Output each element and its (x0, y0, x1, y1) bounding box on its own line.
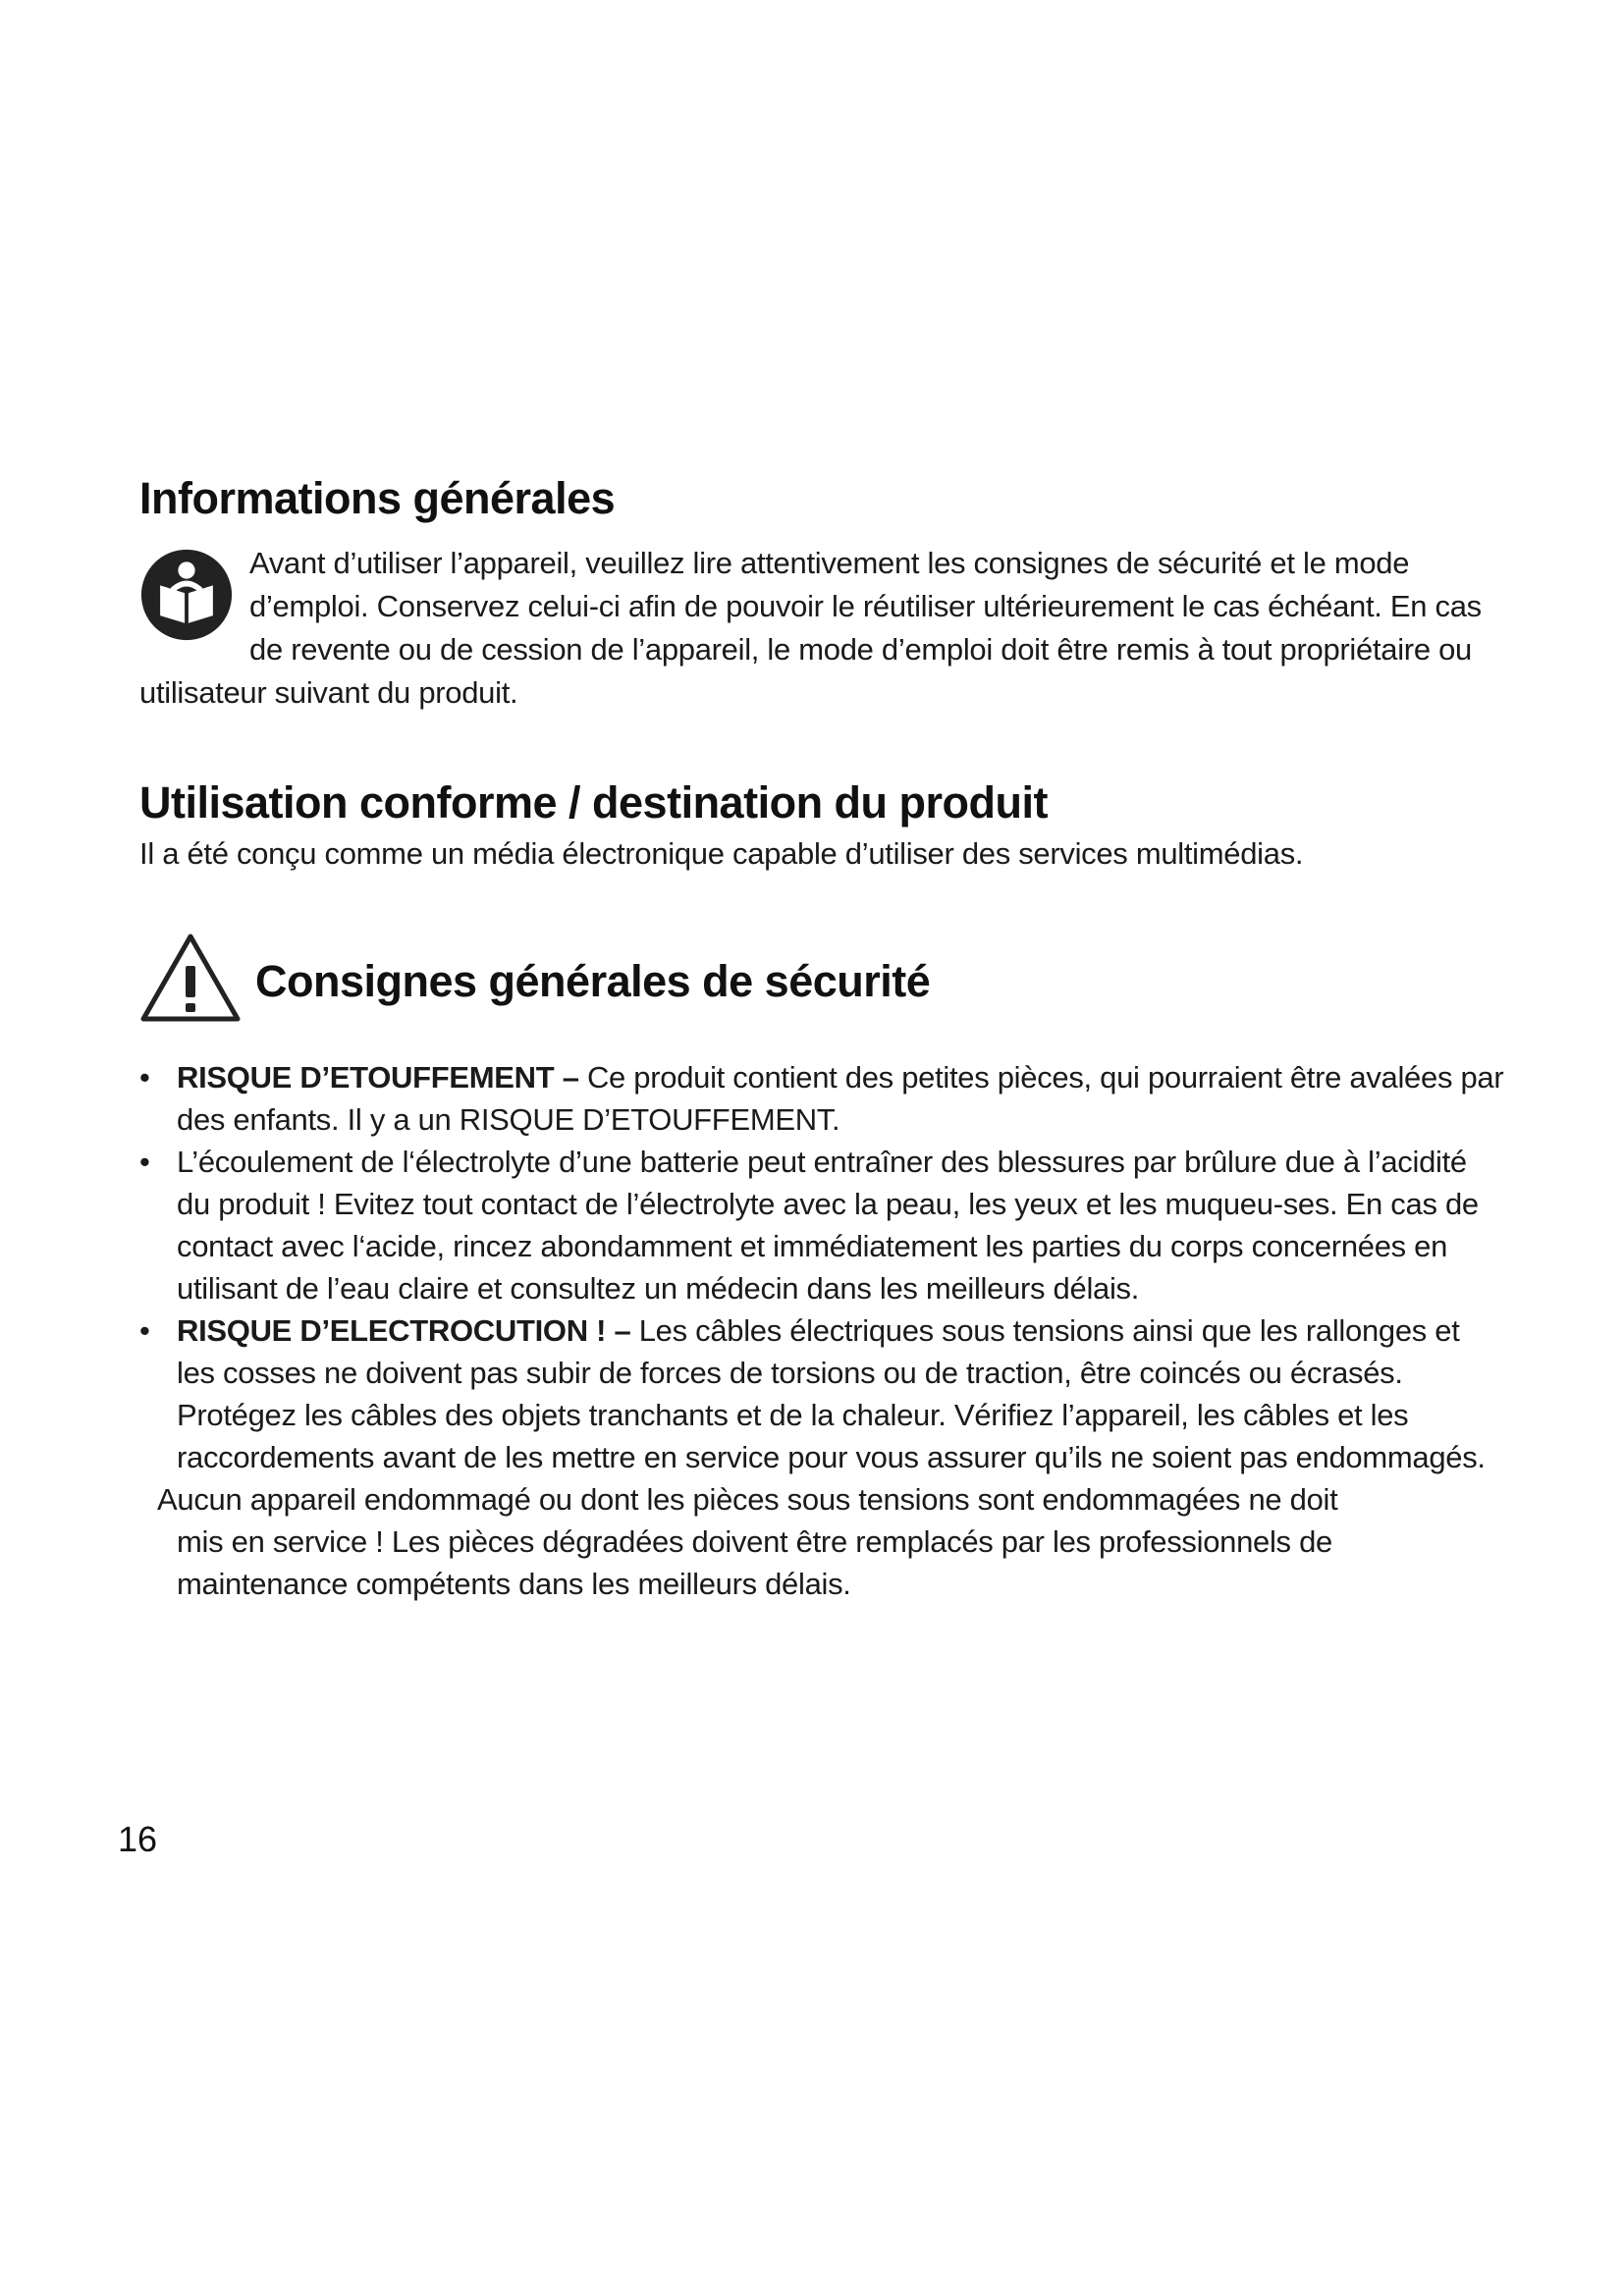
section-utilisation (139, 775, 1504, 876)
info-block (139, 542, 1504, 715)
warning-triangle-icon (139, 933, 242, 1023)
read-manual-icon (139, 548, 234, 642)
list-item (139, 1141, 1504, 1309)
heading-consignes-securite: Consignes générales de sécurité (255, 956, 931, 1006)
list-item (139, 1309, 1504, 1478)
heading-utilisation-conforme: Utilisation conforme / destination du produit (139, 777, 1048, 828)
bullet: • (139, 1313, 150, 1348)
info-paragraph: Avant d’utiliser l’appareil, veuillez lire attentivement les consignes de sécurité et le mode d’emploi. Conservez celui-ci afin de pouvoir le réutiliser ultérieurement le cas échéant. En cas de revente ou de cession de l’appareil, le mode d’emploi doit être remis à tout propriétaire ou utilisateur suivant du produit. (139, 546, 1482, 710)
page-content (139, 471, 1504, 1605)
item-text: L’écoulement de l‘électrolyte d’une batterie peut entraîner des blessures par brûlure due à l’acidité du produit ! Evitez tout contact de l’électrolyte avec la peau, les yeux et les muqueu-ses. En cas de contact avec l‘acide, rincez abondamment et immédiatement les parties du corps concernées en utilisant de l’eau claire et consultez un médecin dans les meilleurs délais. (177, 1145, 1479, 1306)
heading-informations-generales: Informations générales (139, 473, 616, 523)
item-text: Les câbles électriques sous tensions ainsi que les rallonges et les cosses ne doivent pas subir de forces de torsions ou de traction, être coincés ou écrasés. Protégez les câbles des objets tranchants et de la chaleur. Vérifiez l’appareil, les câbles et les raccordements avant de les mettre en service pour vous assurer qu’ils ne soient pas endommagés. (177, 1313, 1486, 1474)
utilisation-paragraph: Il a été conçu comme un média électronique capable d’utiliser des services multimédias. (139, 836, 1304, 871)
list-item (139, 1056, 1504, 1141)
bullet: • (139, 1145, 150, 1179)
item-text: Ce produit contient des petites pièces, qui pourraient être avalées par des enfants. Il y a un RISQUE D’ETOUFFEMENT. (177, 1060, 1504, 1137)
section-securite-header (139, 933, 1504, 1023)
closing-rest: mis en service ! Les pièces dégradées doivent être remplacés par les professionnels de maintenance compétents dans les meilleurs délais. (177, 1524, 1332, 1601)
safety-list (139, 1056, 1504, 1605)
risk-label: RISQUE D’ETOUFFEMENT – (177, 1060, 579, 1095)
page-number: 16 (118, 1819, 158, 1859)
risk-label: RISQUE D’ELECTROCUTION ! – (177, 1313, 631, 1348)
closing-first-line: Aucun appareil endommagé ou dont les pièces sous tensions sont endommagées ne doit (157, 1482, 1338, 1517)
bullet: • (139, 1060, 150, 1095)
closing-note (139, 1478, 1504, 1605)
